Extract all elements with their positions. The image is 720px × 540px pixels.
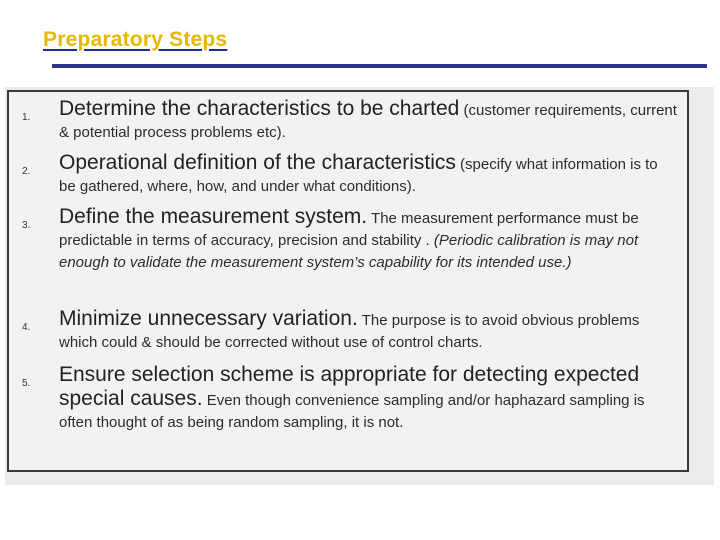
step-detail: Even though convenience sampling and/or haphazard sampling is often thought of as being random sampling, it is not. [59,392,645,431]
steps-box [7,90,689,472]
step-text [59,364,677,434]
step-text [59,206,677,274]
step-detail: (specify what information is to be gathered, where, how, and under what conditions). [59,156,658,195]
step-text [59,98,677,144]
step-note: (Periodic calibration is may not enough to validate the measurement system’s capability for its intended use.) [59,232,639,271]
step-detail: (customer requirements, current & potential process problems etc). [59,102,677,141]
step-heading: Ensure selection scheme is appropriate for detecting expected special causes. [59,363,640,410]
slide-title: Preparatory Steps [43,28,228,51]
step-heading: Define the measurement system. [59,205,368,228]
step-number: 5. [22,378,31,389]
step-text [59,152,677,198]
step-text [59,308,677,354]
step-number: 1. [22,112,31,123]
step-heading: Determine the characteristics to be charted [59,97,460,120]
step-number: 2. [22,166,31,177]
step-number: 4. [22,322,31,333]
step-detail: The measurement performance must be predictable in terms of accuracy, precision and stability . [59,210,639,249]
step-detail: The purpose is to avoid obvious problems which could & should be corrected without use of control charts. [59,312,640,351]
step-number: 3. [22,220,31,231]
title-rule [52,64,707,68]
step-heading: Minimize unnecessary variation. [59,307,358,330]
scanned-image-panel [5,87,714,485]
step-heading: Operational definition of the characteristics [59,151,456,174]
